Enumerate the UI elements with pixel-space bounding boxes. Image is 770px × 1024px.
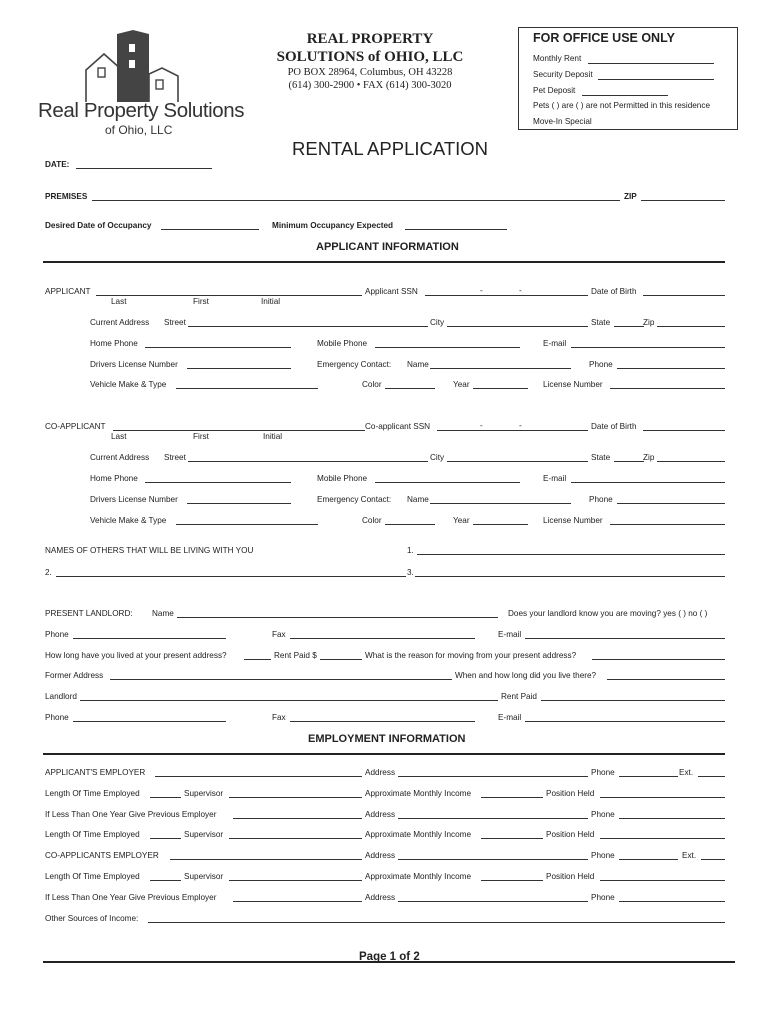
premises-label: PREMISES xyxy=(45,192,88,201)
home-phone-label: Home Phone xyxy=(90,339,138,348)
fax-label: Fax xyxy=(272,713,286,722)
coapplicant-dob-field[interactable] xyxy=(643,430,725,431)
initial-caption: Initial xyxy=(261,297,281,306)
email-label: E-mail xyxy=(543,474,567,483)
when-how-long-label: When and how long did you live there? xyxy=(455,671,597,680)
date-label: DATE: xyxy=(45,160,70,169)
coapplicant-name-field[interactable] xyxy=(113,430,365,431)
name-label: Name xyxy=(152,609,174,618)
coapplicant-ssn-label: Co-applicant SSN xyxy=(365,422,431,431)
other-income-field[interactable] xyxy=(148,922,725,923)
coapplicant-employer-address-field[interactable] xyxy=(398,859,588,860)
monthly-income-label: Approximate Monthly Income xyxy=(365,872,472,881)
supervisor-label: Supervisor xyxy=(184,830,224,839)
former-landlord-email-field[interactable] xyxy=(525,721,725,722)
phone-label: Phone xyxy=(45,630,69,639)
applicant-previous-address-field[interactable] xyxy=(398,818,588,819)
supervisor-label: Supervisor xyxy=(184,872,224,881)
drivers-license-label: Drivers License Number xyxy=(90,495,178,504)
applicant-monthly-income-field[interactable] xyxy=(481,797,543,798)
applicant-home-phone-field[interactable] xyxy=(145,347,291,348)
zip-label: Zip xyxy=(643,318,655,327)
applicant-employer-phone-field[interactable] xyxy=(619,776,678,777)
mobile-phone-label: Mobile Phone xyxy=(317,339,368,348)
others-label: NAMES OF OTHERS THAT WILL BE LIVING WITH YOU xyxy=(45,546,254,555)
phone-label: Phone xyxy=(589,360,613,369)
coapplicant-home-phone-field[interactable] xyxy=(145,482,291,483)
mobile-phone-label: Mobile Phone xyxy=(317,474,368,483)
applicant-city-field[interactable] xyxy=(447,326,588,327)
landlord-phone-field[interactable] xyxy=(73,638,226,639)
former-landlord-label: Landlord xyxy=(45,692,77,701)
zip-label: Zip xyxy=(643,453,655,462)
other-income-label: Other Sources of Income: xyxy=(45,914,139,923)
ext-label: Ext. xyxy=(679,768,694,777)
address-label: Address xyxy=(365,851,396,860)
premises-zip-field[interactable] xyxy=(641,200,725,201)
coapplicant-employer-field[interactable] xyxy=(170,859,362,860)
present-landlord-label: PRESENT LANDLORD: xyxy=(45,609,133,618)
coapplicant-ssn-field[interactable] xyxy=(437,430,588,431)
name-label: Name xyxy=(407,495,429,504)
coapplicant-emergency-name-field[interactable] xyxy=(430,503,571,504)
coapplicant-mobile-phone-field[interactable] xyxy=(375,482,520,483)
year-label: Year xyxy=(453,516,470,525)
position-held-label: Position Held xyxy=(546,830,595,839)
other-occupant-1-field[interactable] xyxy=(417,554,725,555)
applicant-supervisor-field[interactable] xyxy=(229,797,362,798)
how-long-label: How long have you lived at your present address? xyxy=(45,651,227,660)
last-name-caption: Last xyxy=(111,432,127,441)
landlord-name-field[interactable] xyxy=(177,617,498,618)
length-employed-label: Length Of Time Employed xyxy=(45,830,140,839)
phone-label: Phone xyxy=(591,810,615,819)
applicant-street-field[interactable] xyxy=(188,326,428,327)
position-held-label: Position Held xyxy=(546,872,595,881)
state-label: State xyxy=(591,318,611,327)
former-address-field[interactable] xyxy=(110,679,452,680)
ssn-dash: - xyxy=(519,286,522,295)
applicant-previous-income-field[interactable] xyxy=(481,838,543,839)
applicant-previous-length-field[interactable] xyxy=(150,838,181,839)
pet-deposit-label: Pet Deposit xyxy=(533,86,576,95)
monthly-rent-field[interactable] xyxy=(588,63,714,64)
phone-label: Phone xyxy=(589,495,613,504)
company-name-line2: SOLUTIONS of OHIO, LLC xyxy=(276,49,464,65)
applicant-year-field[interactable] xyxy=(473,388,528,389)
company-name-line1: REAL PROPERTY xyxy=(306,31,434,47)
section-divider xyxy=(43,261,725,263)
rent-paid-field[interactable] xyxy=(320,659,362,660)
address-label: Address xyxy=(365,810,396,819)
coapplicant-emergency-phone-field[interactable] xyxy=(617,503,725,504)
applicant-previous-phone-field[interactable] xyxy=(619,818,725,819)
first-name-caption: First xyxy=(193,297,209,306)
coapplicant-previous-address-field[interactable] xyxy=(398,901,588,902)
desired-date-field[interactable] xyxy=(161,229,259,230)
reason-moving-label: What is the reason for moving from your present address? xyxy=(365,651,577,660)
min-occupancy-label: Minimum Occupancy Expected xyxy=(272,221,394,230)
position-held-label: Position Held xyxy=(546,789,595,798)
landlord-email-field[interactable] xyxy=(525,638,725,639)
coapplicant-previous-phone-field[interactable] xyxy=(619,901,725,902)
coapplicant-previous-employer-field[interactable] xyxy=(233,901,362,902)
email-label: E-mail xyxy=(498,630,522,639)
ssn-dash: - xyxy=(480,421,483,430)
emergency-contact-label: Emergency Contact: xyxy=(317,360,392,369)
ext-label: Ext. xyxy=(682,851,697,860)
move-in-special-label: Move-In Special xyxy=(533,117,592,126)
section-divider xyxy=(43,753,725,755)
license-number-label: License Number xyxy=(543,516,603,525)
monthly-rent-label: Monthly Rent xyxy=(533,54,582,63)
supervisor-label: Supervisor xyxy=(184,789,224,798)
zip-label: ZIP xyxy=(624,192,637,201)
street-label: Street xyxy=(164,318,186,327)
emergency-contact-label: Emergency Contact: xyxy=(317,495,392,504)
phone-label: Phone xyxy=(591,893,615,902)
former-rent-paid-field[interactable] xyxy=(541,700,725,701)
landlord-fax-field[interactable] xyxy=(290,638,475,639)
year-label: Year xyxy=(453,380,470,389)
state-label: State xyxy=(591,453,611,462)
applicant-email-field[interactable] xyxy=(571,347,725,348)
former-landlord-phone-field[interactable] xyxy=(73,721,226,722)
applicant-employer-ext-field[interactable] xyxy=(698,776,725,777)
applicant-info-heading: APPLICANT INFORMATION xyxy=(316,241,459,253)
color-label: Color xyxy=(362,380,382,389)
name-label: Name xyxy=(407,360,429,369)
form-title: RENTAL APPLICATION xyxy=(292,138,489,159)
coapplicant-employer-phone-field[interactable] xyxy=(619,859,678,860)
email-label: E-mail xyxy=(543,339,567,348)
landlord-knows-moving[interactable]: Does your landlord know you are moving? yes ( ) no ( ) xyxy=(508,609,708,618)
applicant-vehicle-field[interactable] xyxy=(176,388,318,389)
pets-permitted-label[interactable]: Pets ( ) are ( ) are not Permitted in this residence xyxy=(533,101,711,110)
monthly-income-label: Approximate Monthly Income xyxy=(365,789,472,798)
security-deposit-field[interactable] xyxy=(598,79,714,80)
applicant-previous-supervisor-field[interactable] xyxy=(229,838,362,839)
rent-paid-label: Rent Paid $ xyxy=(274,651,317,660)
current-address-label: Current Address xyxy=(90,453,150,462)
fax-label: Fax xyxy=(272,630,286,639)
applicant-employer-label: APPLICANT'S EMPLOYER xyxy=(45,768,146,777)
applicant-plate-field[interactable] xyxy=(610,388,725,389)
coapplicant-employer-label: CO-APPLICANTS EMPLOYER xyxy=(45,851,159,860)
initial-caption: Initial xyxy=(263,432,283,441)
coapplicant-plate-field[interactable] xyxy=(610,524,725,525)
former-address-label: Former Address xyxy=(45,671,104,680)
other-occupant-1-label: 1. xyxy=(407,546,414,555)
address-label: Address xyxy=(365,893,396,902)
applicant-employer-field[interactable] xyxy=(155,776,362,777)
applicant-emergency-phone-field[interactable] xyxy=(617,368,725,369)
license-number-label: License Number xyxy=(543,380,603,389)
phone-label: Phone xyxy=(45,713,69,722)
city-label: City xyxy=(430,453,445,462)
reason-moving-field[interactable] xyxy=(592,659,725,660)
applicant-length-employed-field[interactable] xyxy=(150,797,181,798)
dob-label: Date of Birth xyxy=(591,287,637,296)
street-label: Street xyxy=(164,453,186,462)
coapplicant-employer-ext-field[interactable] xyxy=(701,859,725,860)
desired-date-label: Desired Date of Occupancy xyxy=(45,221,152,230)
phone-label: Phone xyxy=(591,768,615,777)
how-long-field[interactable] xyxy=(244,659,271,660)
coapplicant-email-field[interactable] xyxy=(571,482,725,483)
phone-label: Phone xyxy=(591,851,615,860)
page-number: Page 1 of 2 xyxy=(359,951,420,963)
when-how-long-field[interactable] xyxy=(607,679,725,680)
applicant-name-field[interactable] xyxy=(96,295,362,296)
office-use-title: FOR OFFICE USE ONLY xyxy=(533,31,675,45)
coapplicant-year-field[interactable] xyxy=(473,524,528,525)
first-name-caption: First xyxy=(193,432,209,441)
other-occupant-3-label: 3. xyxy=(407,568,414,577)
email-label: E-mail xyxy=(498,713,522,722)
date-field[interactable] xyxy=(76,168,212,169)
applicant-color-field[interactable] xyxy=(385,388,435,389)
previous-employer-label: If Less Than One Year Give Previous Employer xyxy=(45,810,217,819)
coapplicant-supervisor-field[interactable] xyxy=(229,880,362,881)
other-occupant-3-field[interactable] xyxy=(415,576,725,577)
security-deposit-label: Security Deposit xyxy=(533,70,593,79)
color-label: Color xyxy=(362,516,382,525)
length-employed-label: Length Of Time Employed xyxy=(45,789,140,798)
applicant-zip-field[interactable] xyxy=(657,326,725,327)
premises-field[interactable] xyxy=(92,200,620,201)
applicant-state-field[interactable] xyxy=(614,326,644,327)
applicant-label: APPLICANT xyxy=(45,287,91,296)
rent-paid-label: Rent Paid xyxy=(501,692,537,701)
coapplicant-license-field[interactable] xyxy=(187,503,291,504)
applicant-position-field[interactable] xyxy=(600,797,725,798)
coapplicant-position-field[interactable] xyxy=(600,880,725,881)
vehicle-label: Vehicle Make & Type xyxy=(90,516,167,525)
coapplicant-color-field[interactable] xyxy=(385,524,435,525)
applicant-previous-position-field[interactable] xyxy=(600,838,725,839)
applicant-emergency-name-field[interactable] xyxy=(430,368,571,369)
logo-title: Real Property Solutions xyxy=(38,99,245,122)
length-employed-label: Length Of Time Employed xyxy=(45,872,140,881)
house-icon xyxy=(84,30,180,102)
coapplicant-street-field[interactable] xyxy=(188,461,428,462)
applicant-employer-address-field[interactable] xyxy=(398,776,588,777)
min-occupancy-field[interactable] xyxy=(405,229,507,230)
coapplicant-length-employed-field[interactable] xyxy=(150,880,181,881)
applicant-ssn-field[interactable] xyxy=(425,295,588,296)
company-phone: (614) 300-2900 • FAX (614) 300-3020 xyxy=(288,80,452,91)
dob-label: Date of Birth xyxy=(591,422,637,431)
coapplicant-zip-field[interactable] xyxy=(657,461,725,462)
former-landlord-fax-field[interactable] xyxy=(290,721,475,722)
coapplicant-monthly-income-field[interactable] xyxy=(481,880,543,881)
applicant-dob-field[interactable] xyxy=(643,295,725,296)
monthly-income-label: Approximate Monthly Income xyxy=(365,830,472,839)
city-label: City xyxy=(430,318,445,327)
other-occupant-2-field[interactable] xyxy=(56,576,406,577)
applicant-mobile-phone-field[interactable] xyxy=(375,347,520,348)
address-label: Address xyxy=(365,768,396,777)
company-address: PO BOX 28964, Columbus, OH 43228 xyxy=(287,67,453,78)
former-landlord-field[interactable] xyxy=(80,700,498,701)
applicant-license-field[interactable] xyxy=(187,368,291,369)
vehicle-label: Vehicle Make & Type xyxy=(90,380,167,389)
previous-employer-label: If Less Than One Year Give Previous Employer xyxy=(45,893,217,902)
ssn-dash: - xyxy=(519,421,522,430)
coapplicant-vehicle-field[interactable] xyxy=(176,524,318,525)
last-name-caption: Last xyxy=(111,297,127,306)
applicant-ssn-label: Applicant SSN xyxy=(365,287,418,296)
applicant-previous-employer-field[interactable] xyxy=(233,818,362,819)
employment-info-heading: EMPLOYMENT INFORMATION xyxy=(308,733,466,745)
home-phone-label: Home Phone xyxy=(90,474,138,483)
other-occupant-2-label: 2. xyxy=(45,568,52,577)
pet-deposit-field[interactable] xyxy=(582,95,668,96)
current-address-label: Current Address xyxy=(90,318,150,327)
coapplicant-state-field[interactable] xyxy=(614,461,644,462)
logo-subtitle: of Ohio, LLC xyxy=(105,123,173,137)
ssn-dash: - xyxy=(480,286,483,295)
coapplicant-city-field[interactable] xyxy=(447,461,588,462)
drivers-license-label: Drivers License Number xyxy=(90,360,178,369)
coapplicant-label: CO-APPLICANT xyxy=(45,422,106,431)
